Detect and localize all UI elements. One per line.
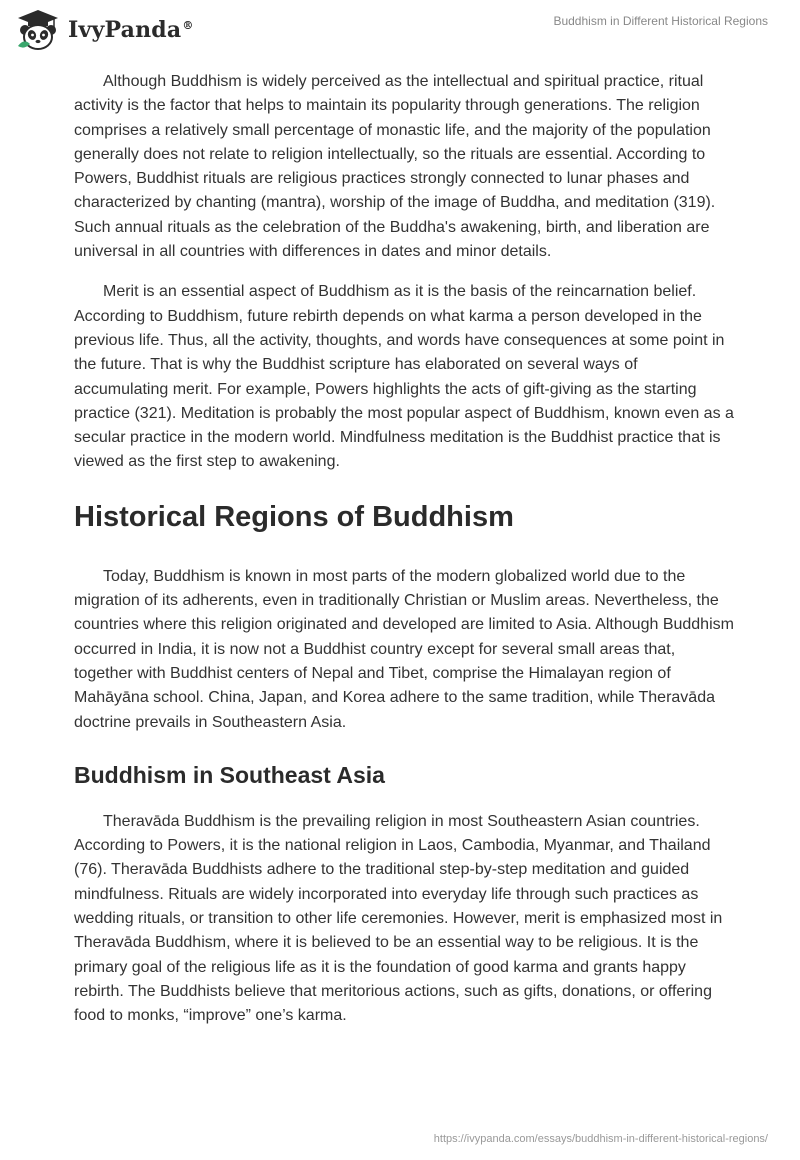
paragraph: Merit is an essential aspect of Buddhism as it is the basis of the reincarnation belief. According to Buddhism, future rebirth depends on what karma a person developed in the previous life. Thus, all the activity, thoughts, and words have consequences at some point in the future. That is why the Buddhist scripture has elaborated on several ways of accumulating merit. For example, Powers highlights the acts of gift-giving as the starting practice (321). Meditation is probably the most popular aspect of Buddhism, known even as a secular practice in the modern world. Mindfulness meditation is the Buddhist practice that is viewed as the first step to awakening.	[74, 283, 734, 471]
document-title: Buddhism in Different Historical Regions	[553, 14, 768, 28]
essay-body	[74, 70, 734, 1029]
paragraph: Today, Buddhism is known in most parts of the modern globalized world due to the migration of its adherents, even in traditionally Christian or Muslim areas. Nevertheless, the countries where this religion originated and developed are limited to Asia. Although Buddhism occurred in India, it is now not a Buddhist country except for several small areas that, together with Buddhist centers of Nepal and Tibet, comprise the Himalayan region of Mahāyāna school. China, Japan, and Korea adhere to the same tradition, while Theravāda doctrine prevails in Southeastern Asia.	[74, 567, 734, 731]
panda-graduate-logo-icon	[14, 8, 62, 52]
paragraph: Although Buddhism is widely perceived as the intellectual and spiritual practice, ritual activity is the factor that helps to maintain its popularity through generations. The religion comprises a relatively small percentage of monastic life, and the majority of the population generally does not relate to religion intellectually, so the rituals are essential. According to Powers, Buddhist rituals are religious practices strongly connected to lunar phases and characterized by chanting (mantra), worship of the image of Buddha, and meditation (319). Such annual rituals as the celebration of the Buddha's awakening, birth, and liberation are universal in all countries with differences in dates and minor details.	[74, 73, 716, 261]
brand-logo[interactable]	[14, 8, 194, 52]
subsection-heading: Buddhism in Southeast Asia	[74, 761, 385, 788]
source-url[interactable]: https://ivypanda.com/essays/buddhism-in-different-historical-regions/	[433, 1133, 768, 1145]
section-heading: Historical Regions of Buddhism	[74, 500, 514, 533]
brand-name: IvyPanda®	[68, 17, 194, 43]
page-header	[0, 0, 800, 70]
paragraph: Theravāda Buddhism is the prevailing religion in most Southeastern Asian countries. According to Powers, it is the national religion in Laos, Cambodia, Myanmar, and Thailand (76). Theravāda Buddhists adhere to the traditional step-by-step meditation and guided mindfulness. Rituals are widely incorporated into everyday life through such practices as wedding rituals, or transition to other life ceremonies. However, merit is emphasized most in Theravāda Buddhism, where it is believed to be an essential way to be religious. It is the primary goal of the religious life as it is the foundation of good karma and grants happy rebirth. The Buddhists believe that meritorious actions, such as gifts, donations, or offering food to monks, “improve” one’s karma.	[74, 812, 723, 1025]
